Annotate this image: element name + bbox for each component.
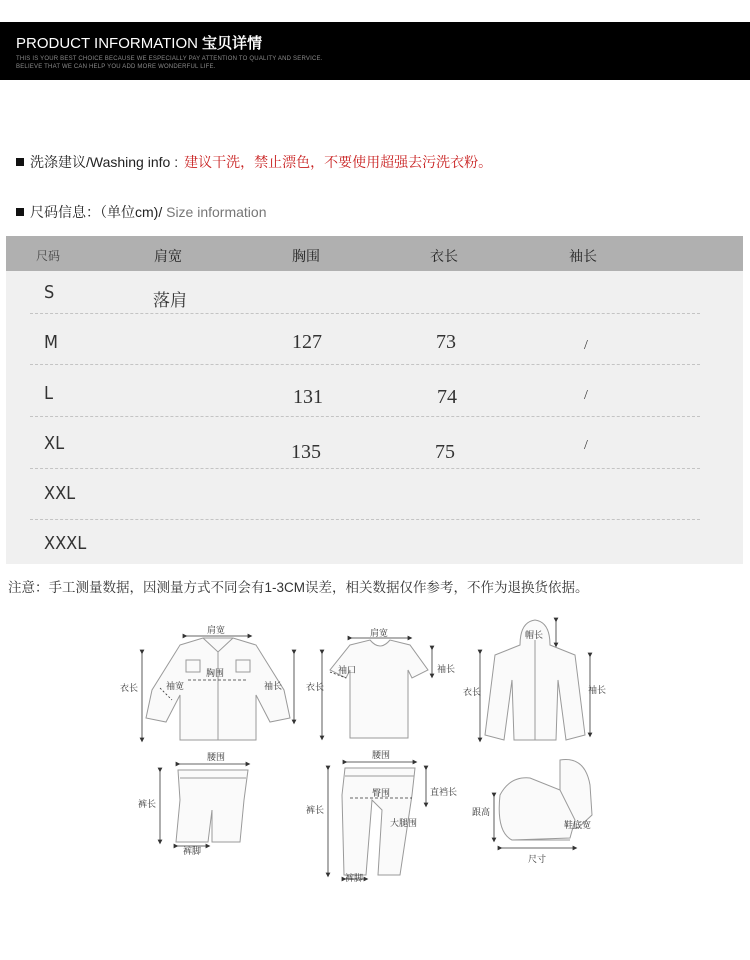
header-length: 衣长 <box>430 248 458 264</box>
shirt-length-label: 衣长 <box>120 684 139 694</box>
header-size: 尺码 <box>36 249 61 263</box>
header-chest: 胸围 <box>292 248 320 264</box>
hoodie-sleeve-label: 袖长 <box>588 686 607 696</box>
table-row-size: XXXL <box>44 533 87 554</box>
row-divider <box>30 468 700 469</box>
table-cell-chest: 127 <box>292 331 322 353</box>
pants-hem-label: 裤脚 <box>345 874 364 884</box>
size-info-label-en: Size information <box>162 204 267 220</box>
shoe-heel-label: 跟高 <box>472 808 491 818</box>
row-divider <box>30 364 700 365</box>
tshirt-diagram <box>330 640 428 738</box>
shirt-chest-label: 胸围 <box>206 669 225 679</box>
banner-subtitle-line2: BELIEVE THAT WE CAN HELP YOU ADD MORE WONDERFUL LIFE. <box>16 64 216 70</box>
table-cell-shoulder: 落肩 <box>153 291 187 310</box>
size-info-title <box>16 202 267 222</box>
shorts-length-label: 裤长 <box>138 800 157 810</box>
tshirt-cuff-label: 袖口 <box>338 666 357 676</box>
washing-label: 洗涤建议/Washing info : <box>30 154 179 170</box>
pants-thigh-label: 大腿围 <box>390 819 418 829</box>
table-cell-length: 75 <box>435 441 455 463</box>
table-cell-length: 74 <box>437 386 457 408</box>
shoe-sole-width-label: 鞋底宽 <box>564 821 592 831</box>
banner-subtitle-line1: THIS IS YOUR BEST CHOICE BECAUSE WE ESPECIALLY PAY ATTENTION TO QUALITY AND SERVICE. <box>16 56 323 62</box>
washing-value: 建议干洗，禁止漂色，不要使用超强去污洗衣粉。 <box>184 154 493 170</box>
banner-title-en: PRODUCT INFORMATION <box>16 35 198 52</box>
tshirt-length-label: 衣长 <box>306 683 325 693</box>
table-cell-chest: 135 <box>291 441 321 463</box>
hoodie-length-label: 衣长 <box>463 688 482 698</box>
product-info-banner <box>0 22 750 80</box>
shorts-diagram <box>176 770 248 842</box>
shirt-shoulder-label: 肩宽 <box>207 626 226 636</box>
bullet-square-icon <box>16 158 24 166</box>
tshirt-sleeve-label: 袖长 <box>437 665 456 675</box>
pants-length-label: 裤长 <box>306 806 325 816</box>
header-sleeve: 袖长 <box>569 248 597 264</box>
washing-info <box>16 152 492 172</box>
row-divider <box>30 519 700 520</box>
table-row-size: L <box>44 383 54 404</box>
table-row-size: M <box>44 332 58 353</box>
row-divider <box>30 313 700 314</box>
hoodie-hat-label: 帽长 <box>525 631 544 641</box>
size-info-label-cn: 尺码信息：（单位cm)/ <box>30 204 163 220</box>
shoe-size-label: 尺寸 <box>528 855 547 865</box>
table-cell-length: 73 <box>436 331 456 353</box>
pants-waist-label: 腰围 <box>372 751 391 761</box>
table-cell-sleeve: / <box>584 438 588 453</box>
table-row-size: XL <box>44 433 65 454</box>
shirt-sleeve-label: 袖长 <box>264 682 283 692</box>
table-cell-chest: 131 <box>293 386 323 408</box>
pants-hip-label: 臀围 <box>372 789 391 799</box>
measurement-diagrams <box>0 600 750 900</box>
size-table-header <box>6 236 743 271</box>
header-shoulder: 肩宽 <box>154 248 182 264</box>
table-cell-sleeve: / <box>584 388 588 403</box>
table-row-size: XXL <box>44 483 76 504</box>
size-table <box>6 236 743 564</box>
garment-diagrams-svg <box>0 600 750 900</box>
measurement-note: 注意：手工测量数据，因测量方式不同会有1-3CM误差，相关数据仅作参考，不作为退换货依据。 <box>8 580 589 595</box>
banner-title-cn: 宝贝详情 <box>201 35 262 52</box>
shorts-hem-label: 裤脚 <box>183 847 202 857</box>
shirt-sleeve-width-label: 袖宽 <box>166 682 185 692</box>
table-cell-sleeve: / <box>584 338 588 353</box>
banner-title <box>16 32 262 53</box>
shorts-waist-label: 腰围 <box>207 753 226 763</box>
pants-rise-label: 直裆长 <box>430 788 458 798</box>
table-row-size: S <box>44 282 55 303</box>
bullet-square-icon <box>16 208 24 216</box>
tshirt-shoulder-label: 肩宽 <box>370 629 389 639</box>
row-divider <box>30 416 700 417</box>
